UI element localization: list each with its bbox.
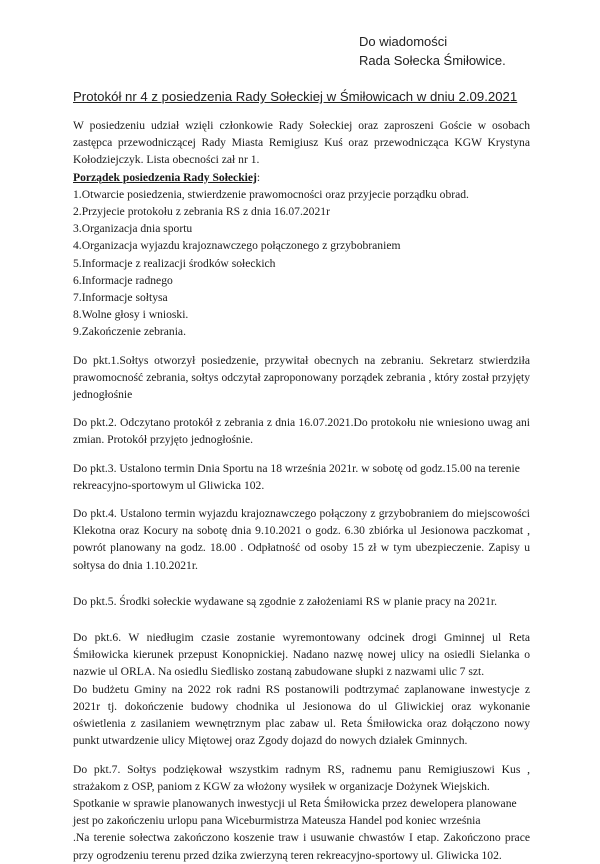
document-body <box>73 117 530 864</box>
point-5-paragraph: Do pkt.5. Środki sołeckie wydawane są zgodnie z założeniami RS w planie pracy na 2021r. <box>73 594 498 608</box>
point-2-paragraph: Do pkt.2. Odczytano protokół z zebrania z dnia 16.07.2021.Do protokołu nie wniesiono uwag ani zmian. Protokół przyjęto jednogłośnie. <box>73 416 530 447</box>
agenda-item: 5.Informacje z realizacji środków sołeckich <box>73 256 276 270</box>
point-4-paragraph: Do pkt.4. Ustalono termin wyjazdu krajoznawczego połączony z grzybobraniem do miejscowości Klekotna oraz Kocury na sobotę dnia 9.10.2021 o godz. 6.30 zbiórka ul Jesionowa paczkomat , powrót planowany na godz. 18.00 . Odpłatność od osoby 15 zł w tym ubezpieczenie. Zapisy u sołtysa do dnia 1.10.2021r. <box>73 507 530 572</box>
agenda-item: 9.Zakończenie zebrania. <box>73 325 186 339</box>
agenda-list <box>73 186 530 341</box>
agenda-item: 6.Informacje radnego <box>73 273 173 287</box>
point-3-paragraph: Do pkt.3. Ustalono termin Dnia Sportu na 18 września 2021r. w sobotę od godz.15.00 na terenie rekreacyjno-sportowym ul Gliwicka 102. <box>73 461 520 492</box>
point-1-paragraph: Do pkt.1.Sołtys otworzył posiedzenie, przywitał obecnych na zebraniu. Sekretarz stwierdziła prawomocność zebrania, sołtys odczytał zaproponowany porządek zebrania , który został przyjęty jednogłośnie <box>73 353 530 402</box>
addressee-block <box>359 32 506 70</box>
point-6-budget-paragraph: Do budżetu Gminy na 2022 rok radni RS postanowili podtrzymać zaplanowane inwestycje z 2021r tj. dokończenie budowy chodnika ul Jesionowa do ul Gliwickiej oraz wykonanie oświetlenia z zasilaniem wewnętrznym plac zabaw ul. Reta Śmiłowicka oraz dołączono nowy punkt utwardzenie ulicy Miętowej oraz Zgody dojazd do nowych działek Gminnych. <box>73 682 530 748</box>
agenda-item: 1.Otwarcie posiedzenia, stwierdzenie prawomocności oraz przyjecie porządku obrad. <box>73 187 469 201</box>
point-7-works-paragraph: .Na terenie sołectwa zakończono koszenie traw i usuwanie chwastów I etap. Zakończono prace przy ogrodzeniu terenu przed dzika zwierzyną teren rekreacyjno-sportowy ul. Gliwicka 102. <box>73 831 530 862</box>
addressee-line-1: Do wiadomości <box>359 34 448 49</box>
point-6-paragraph: Do pkt.6. W niedługim czasie zostanie wyremontowany odcinek drogi Gminnej ul Reta Śmiłowicka kierunek przepust Konopnickiej. Nadano nazwę nowej ulicy na osiedli Sielanka o nazwie ul ORLA. Na osiedlu Siedlisko zostaną zabudowane słupki z nazwami ulic 7 szt. <box>73 631 530 679</box>
addressee-line-2: Rada Sołecka Śmiłowice. <box>359 53 506 68</box>
agenda-item: 2.Przyjecie protokołu z zebrania RS z dnia 16.07.2021r <box>73 205 330 219</box>
agenda-item: 3.Organizacja dnia sportu <box>73 222 193 236</box>
agenda-heading-colon: : <box>256 170 261 184</box>
agenda-item: 8.Wolne głosy i wnioski. <box>73 308 189 322</box>
agenda-heading-line <box>73 169 530 186</box>
agenda-heading: Porządek posiedzenia Rady Sołeckiej <box>73 170 257 184</box>
agenda-item: 4.Organizacja wyjazdu krajoznawczego połączonego z grzybobraniem <box>73 239 401 253</box>
point-7-meeting-paragraph: Spotkanie w sprawie planowanych inwestycji ul Reta Śmiłowicka przez dewelopera planowane jest po zakończeniu urlopu pana Wiceburmistrza Mateusza Handel pod koniec września <box>73 796 517 828</box>
point-7-paragraph: Do pkt.7. Sołtys podziękował wszystkim radnym RS, radnemu panu Remigiuszowi Kus , strażakom z OSP, paniom z KGW za włożony wysiłek w organizacje Dożynek Wiejskich. <box>73 762 530 793</box>
document-title: Protokół nr 4 z posiedzenia Rady Sołeckiej w Śmiłowicach w dniu 2.09.2021 <box>73 89 518 104</box>
intro-paragraph: W posiedzeniu udział wzięli członkowie Rady Sołeckiej oraz zaproszeni Goście w osobach zastępca przewodniczącej Rady Miasta Remigiusz Kuś oraz przewodnicząca KGW Krystyna Kołodziejczyk. Lista obecności zał nr 1. <box>73 119 530 167</box>
agenda-item: 7.Informacje sołtysa <box>73 291 168 305</box>
